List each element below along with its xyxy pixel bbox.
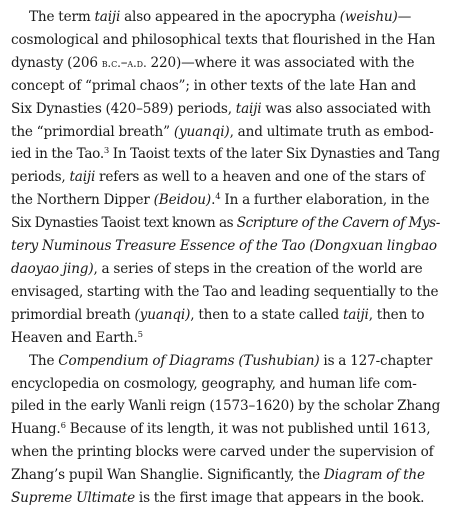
text-line — [11, 212, 440, 235]
italic-term: (yuanqi) — [173, 123, 230, 140]
text-line — [11, 258, 440, 281]
text-run: refers as well to a heaven and one of the stars of — [95, 169, 425, 186]
text-run: — — [397, 9, 412, 25]
text-run: is a 127-chapter — [319, 352, 433, 369]
text-run: concept of “primal chaos”; in other texts of the late Han and — [11, 77, 417, 94]
text-run: In a further elaboration, in the — [220, 192, 430, 209]
body-paragraph — [11, 6, 440, 350]
text-run: Because of its length, it was not published until 1613, — [65, 421, 431, 438]
text-run: also appeared in the apocrypha — [120, 9, 340, 25]
text-line — [11, 143, 440, 166]
text-line — [11, 395, 440, 418]
text-run: cosmological and philosophical texts that flourished in the Han — [11, 31, 436, 48]
footnote-marker: 5 — [137, 329, 143, 340]
text-line — [11, 29, 440, 52]
text-line — [11, 327, 440, 350]
italic-term: taiji — [235, 100, 262, 117]
text-line — [11, 487, 440, 510]
text-line — [11, 373, 440, 396]
italic-term: taiji — [94, 9, 121, 25]
text-line — [11, 235, 440, 258]
text-run: the Northern Dipper — [11, 192, 154, 209]
italic-term: taiji — [69, 169, 96, 186]
body-paragraph — [11, 350, 440, 510]
text-line — [11, 52, 440, 75]
text-run: In Taoist texts of the later Six Dynasties and Tang — [109, 146, 440, 163]
text-run: is the first image that appears in the book. — [135, 490, 425, 507]
italic-term: (Beidou) — [153, 192, 212, 209]
italic-term: Supreme Ultimate — [11, 490, 135, 507]
small-caps-era: b.c. — [101, 55, 121, 70]
italic-term: Compendium of Diagrams (Tushubian) — [58, 352, 320, 369]
text-run: , and ultimate truth as embod- — [229, 123, 434, 140]
text-run: envisaged, starting with the Tao and leading sequentially to the — [11, 283, 439, 300]
text-run: , then to — [368, 306, 425, 323]
text-run: The — [29, 352, 59, 369]
text-line — [11, 441, 440, 464]
text-line — [11, 166, 440, 189]
text-run: was also associated with — [261, 100, 431, 117]
text-run: Six Dynasties (420–589) periods, — [11, 100, 236, 117]
text-run: dynasty (206 — [11, 54, 102, 71]
italic-term: tery Numinous Treasure Essence of the Tao (Dongxuan lingbao — [11, 238, 437, 255]
text-line — [11, 98, 440, 121]
italic-term: Scripture of the Cavern of Mys- — [236, 215, 440, 232]
italic-term: (weishu) — [339, 9, 398, 25]
text-run: encyclopedia on cosmology, geography, and human life com- — [11, 375, 417, 392]
footnote-marker: 4 — [215, 192, 221, 203]
italic-term: Diagram of the — [323, 467, 425, 484]
text-run: piled in the early Wanli reign (1573–1620) by the scholar Zhang — [11, 398, 441, 415]
text-line — [11, 6, 440, 29]
text-run: primordial breath — [11, 306, 135, 323]
footnote-marker: 6 — [60, 421, 66, 432]
text-line — [11, 281, 440, 304]
text-run: Heaven and Earth. — [11, 329, 138, 346]
text-run: Zhang’s pupil Wan Shanglie. Significantly, the — [11, 467, 324, 484]
text-run: – — [120, 54, 128, 71]
text-line — [11, 464, 440, 487]
text-run: periods, — [11, 169, 70, 186]
text-run: Huang. — [11, 421, 61, 438]
text-run: when the printing blocks were carved under the supervision of — [11, 444, 434, 461]
text-run: the “primordial breath” — [11, 123, 174, 140]
text-run: , then to a state called — [190, 306, 343, 323]
italic-term: daoyao jing) — [11, 260, 94, 277]
text-line — [11, 75, 440, 98]
text-line — [11, 304, 440, 327]
text-run: , a series of steps in the creation of the world are — [93, 260, 423, 277]
footnote-marker: 3 — [103, 146, 110, 157]
italic-term: (yuanqi) — [134, 306, 191, 323]
text-line — [11, 189, 440, 212]
text-line — [11, 418, 440, 441]
text-line — [11, 350, 440, 373]
text-run: ied in the Tao. — [11, 146, 104, 163]
italic-term: taiji — [342, 306, 369, 323]
text-run: 220)—where it was associated with the — [146, 54, 415, 71]
text-run: . — [211, 192, 216, 209]
text-line — [11, 121, 440, 144]
small-caps-era: a.d. — [127, 55, 147, 70]
text-run: The term — [29, 9, 95, 25]
text-run: Six Dynasties Taoist text known as — [11, 215, 237, 232]
